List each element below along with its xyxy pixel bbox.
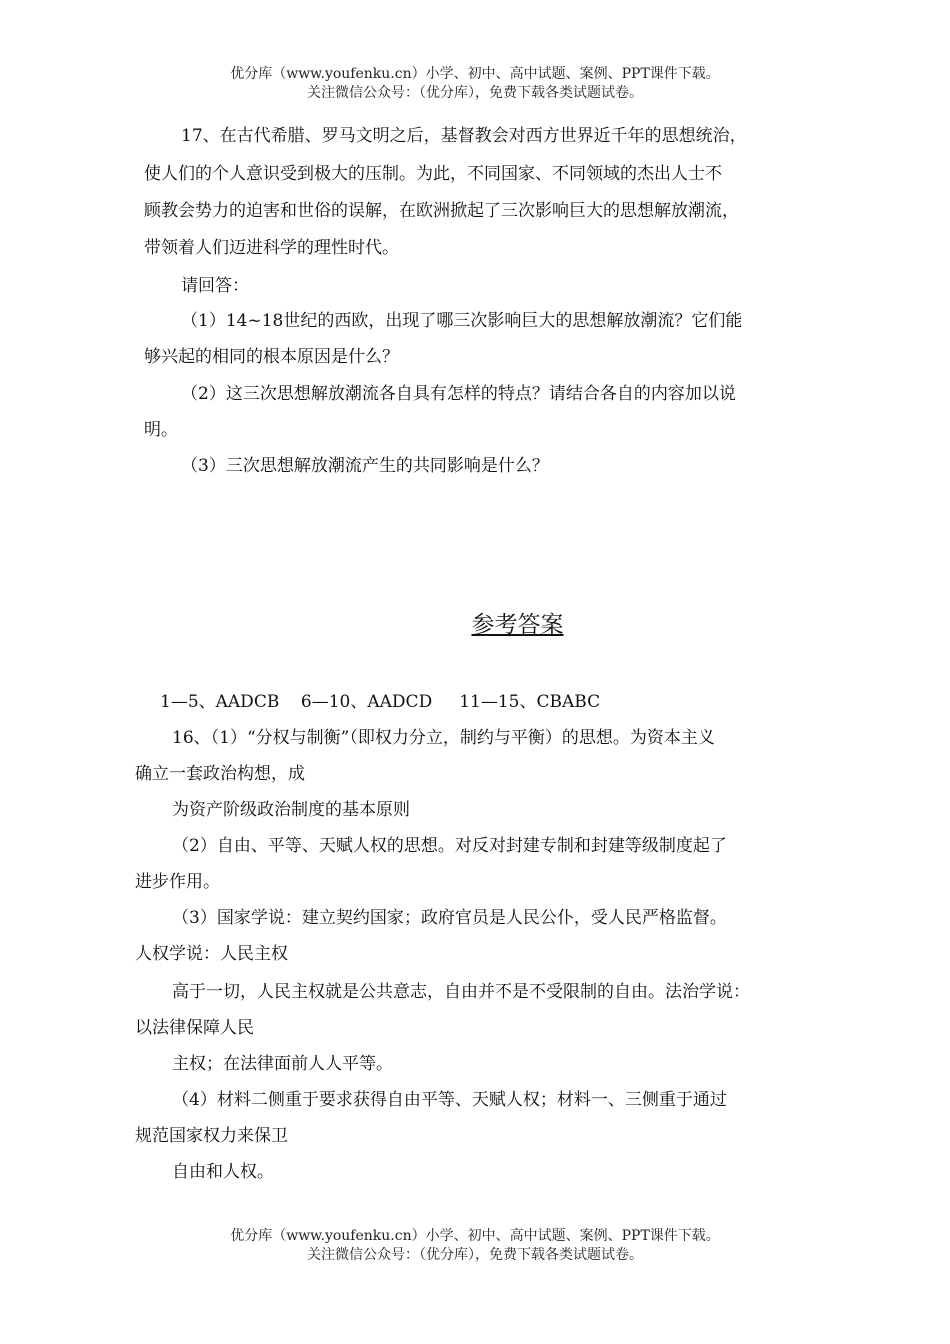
a16-2-line-1: （2）自由、平等、天赋人权的思想。对反对封建专制和封建等级制度起了 (172, 836, 727, 856)
a16-4-line-2: 规范国家权力来保卫 (135, 1126, 288, 1146)
a16-3-line-5: 主权；在法律面前人人平等。 (172, 1054, 393, 1074)
a16-4-line-3: 自由和人权。 (172, 1162, 274, 1182)
q17-sub-3: （3）三次思想解放潮流产生的共同影响是什么？ (181, 456, 549, 476)
q17-intro-line-1: 17、在古代希腊、罗马文明之后，基督教会对西方世界近千年的思想统治， (181, 126, 747, 146)
footer-line-1: 优分库（www.youfenku.cn）小学、初中、高中试题、案例、PPT课件下载。 (230, 1228, 720, 1244)
header-line-1: 优分库（www.youfenku.cn）小学、初中、高中试题、案例、PPT课件下载。 (230, 66, 720, 82)
a16-1-line-2: 确立一套政治构想，成 (135, 764, 305, 784)
multiple-choice-answers: 1—5、AADCB 6—10、AADCD 11—15、CBABC (160, 692, 601, 712)
a16-3-line-1: （3）国家学说：建立契约国家；政府官员是人民公仆，受人民严格监督。 (172, 908, 727, 928)
q17-sub-2-line-1: （2）这三次思想解放潮流各自具有怎样的特点？请结合各自的内容加以说 (181, 384, 736, 404)
q17-sub-2-line-2: 明。 (144, 420, 178, 440)
q17-prompt: 请回答： (181, 276, 249, 296)
a16-1-line-1: 16、（1）“分权与制衡”（即权力分立，制约与平衡）的思想。为资本主义 (172, 728, 715, 748)
a16-3-line-2: 人权学说：人民主权 (135, 944, 288, 964)
a16-4-line-1: （4）材料二侧重于要求获得自由平等、天赋人权；材料一、三侧重于通过 (172, 1090, 727, 1110)
a16-3-line-4: 以法律保障人民 (135, 1018, 254, 1038)
a16-3-line-3: 高于一切，人民主权就是公共意志，自由并不是不受限制的自由。法治学说： (172, 982, 750, 1002)
a16-2-line-2: 进步作用。 (135, 872, 220, 892)
answers-title: 参考答案 (471, 612, 564, 638)
footer-line-2: 关注微信公众号：（优分库），免费下载各类试题试卷。 (307, 1247, 643, 1263)
q17-sub-1-line-1: （1）14~18世纪的西欧，出现了哪三次影响巨大的思想解放潮流？它们能 (181, 311, 743, 331)
page-header (0, 65, 950, 103)
q17-intro-line-4: 带领着人们迈进科学的理性时代。 (144, 238, 399, 258)
page-footer (0, 1227, 950, 1265)
q17-intro-line-3: 顾教会势力的迫害和世俗的误解，在欧洲掀起了三次影响巨大的思想解放潮流， (144, 201, 739, 221)
header-line-2: 关注微信公众号：（优分库），免费下载各类试题试卷。 (307, 85, 643, 101)
q17-sub-1-line-2: 够兴起的相同的根本原因是什么？ (144, 347, 399, 367)
q17-intro-line-2: 使人们的个人意识受到极大的压制。为此，不同国家、不同领域的杰出人士不 (144, 164, 722, 184)
a16-1-line-3: 为资产阶级政治制度的基本原则 (172, 800, 410, 820)
